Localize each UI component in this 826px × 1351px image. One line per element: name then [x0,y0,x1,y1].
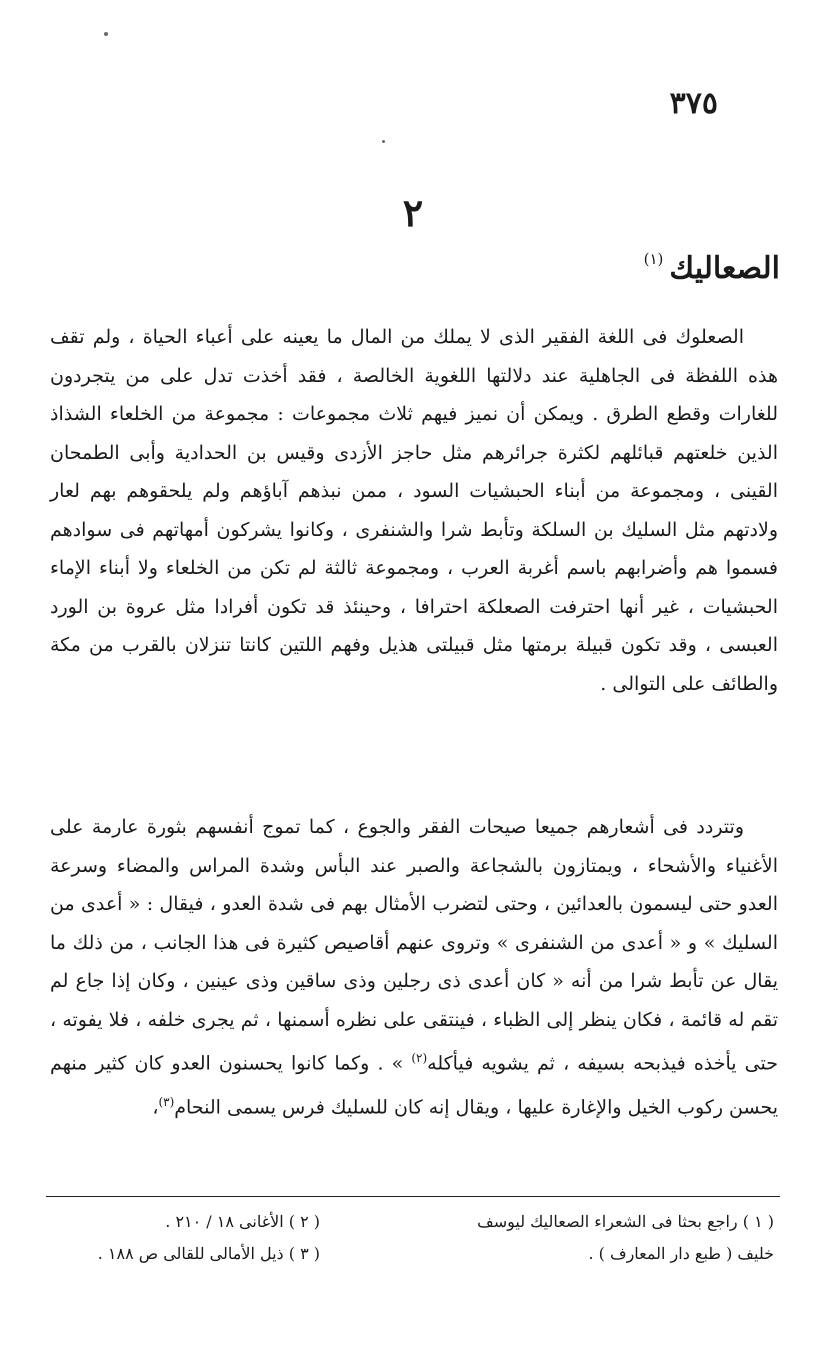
footnote-1-line-2: خليف ( طبع دار المعارف ) . [588,1244,774,1263]
body-paragraph-2 [50,808,778,1127]
footnote-2: ( ٢ ) الأغانى ١٨ / ٢١٠ . [165,1212,320,1231]
paragraph-text-part-3: ، [152,1096,159,1119]
footnote-ref-2: (٢) [411,1051,428,1065]
scan-speck [382,140,385,143]
paragraph-text-part-2: » . وكما كانوا يحسنون العدو كان كثير منهم يحسن ركوب الخيل والإغارة عليها ، ويقال إنه كان للسليك فرس يسمى النحام [50,1052,778,1119]
footnote-column-left [60,1206,320,1270]
chapter-number: ٢ [402,190,424,235]
footnote-divider [46,1196,780,1197]
section-title [644,250,780,286]
footnotes [60,1206,774,1270]
body-paragraph-1 [50,318,778,703]
footnote-column-right [454,1206,774,1270]
scan-speck [104,32,108,36]
footnote-3: ( ٣ ) ذيل الأمالى للقالى ص ١٨٨ . [97,1244,320,1263]
footnote-1-line-1: ( ١ ) راجع بحثا فى الشعراء الصعاليك ليوسف [477,1212,774,1231]
paragraph-text-part-1: وتتردد فى أشعارهم جميعا صيحات الفقر والجوع ، كما تموج أنفسهم بثورة عارمة على الأغنياء والأشحاء ، ويمتازون بالشجاعة والصبر عند البأس وشدة المراس والمضاء وسرعة العدو حتى ليسمون بالعدائين ، وحتى لتضرب الأمثال بهم فى شدة العدو ، فيقال : « أعدى من السليك » و « أعدى من الشنفرى » وتروى عنهم أقاصيص كثيرة فى هذا الجانب ، من ذلك ما يقال عن تأبط شرا من أنه « كان أعدى ذى رجلين وذى ساقين وذى عينين ، وكان إذا جاع لم تقم له قائمة ، فكان ينظر إلى الظباء ، فينتقى على نظره أسمنها ، ثم يجرى خلفه ، فلا يفوته ، حتى يأخذه فيذبحه بسيفه ، ثم يشويه فيأكله [50,816,778,1075]
paragraph-text [50,808,778,1127]
footnote-ref-3: (٣) [158,1094,175,1109]
paragraph-text: الصعلوك فى اللغة الفقير الذى لا يملك من المال ما يعينه على أعباء الحياة ، ولم تقف هذه اللفظة فى الجاهلية عند دلالتها اللغوية الخالصة ، فقد أخذت تدل على من يتجردون للغارات وقطع الطرق . ويمكن أن نميز فيهم ثلاث مجموعات : مجموعة من الخلعاء الشذاذ الذين خلعتهم قبائلهم لكثرة جرائرهم مثل حاجز الأزدى وقيس بن الحدادية وأبى الطمحان القينى ، ومجموعة من أبناء الحبشيات السود ، ممن نبذهم آباؤهم ولم يلحقوهم بهم لعار ولادتهم مثل السليك بن السلكة وتأبط شرا والشنفرى ، وكانوا يشركون أمهاتهم فى سوادهم فسموا هم وأضرابهم باسم أغربة العرب ، ومجموعة ثالثة لم تكن من الخلعاء ولا أبناء الإماء الحبشيات ، غير أنها احترفت الصعلكة احترافا ، وحينئذ قد تكون أفرادا مثل عروة بن الورد العبسى ، وقد تكون قبيلة برمتها مثل قبيلتى هذيل وفهم اللتين كانتا تنزلان بالقرب من مكة والطائف على التوالى . [50,326,778,695]
section-title-text: الصعاليك [669,251,780,286]
page-number: ٣٧٥ [669,86,718,121]
section-title-footnote-ref: (١) [643,250,664,268]
